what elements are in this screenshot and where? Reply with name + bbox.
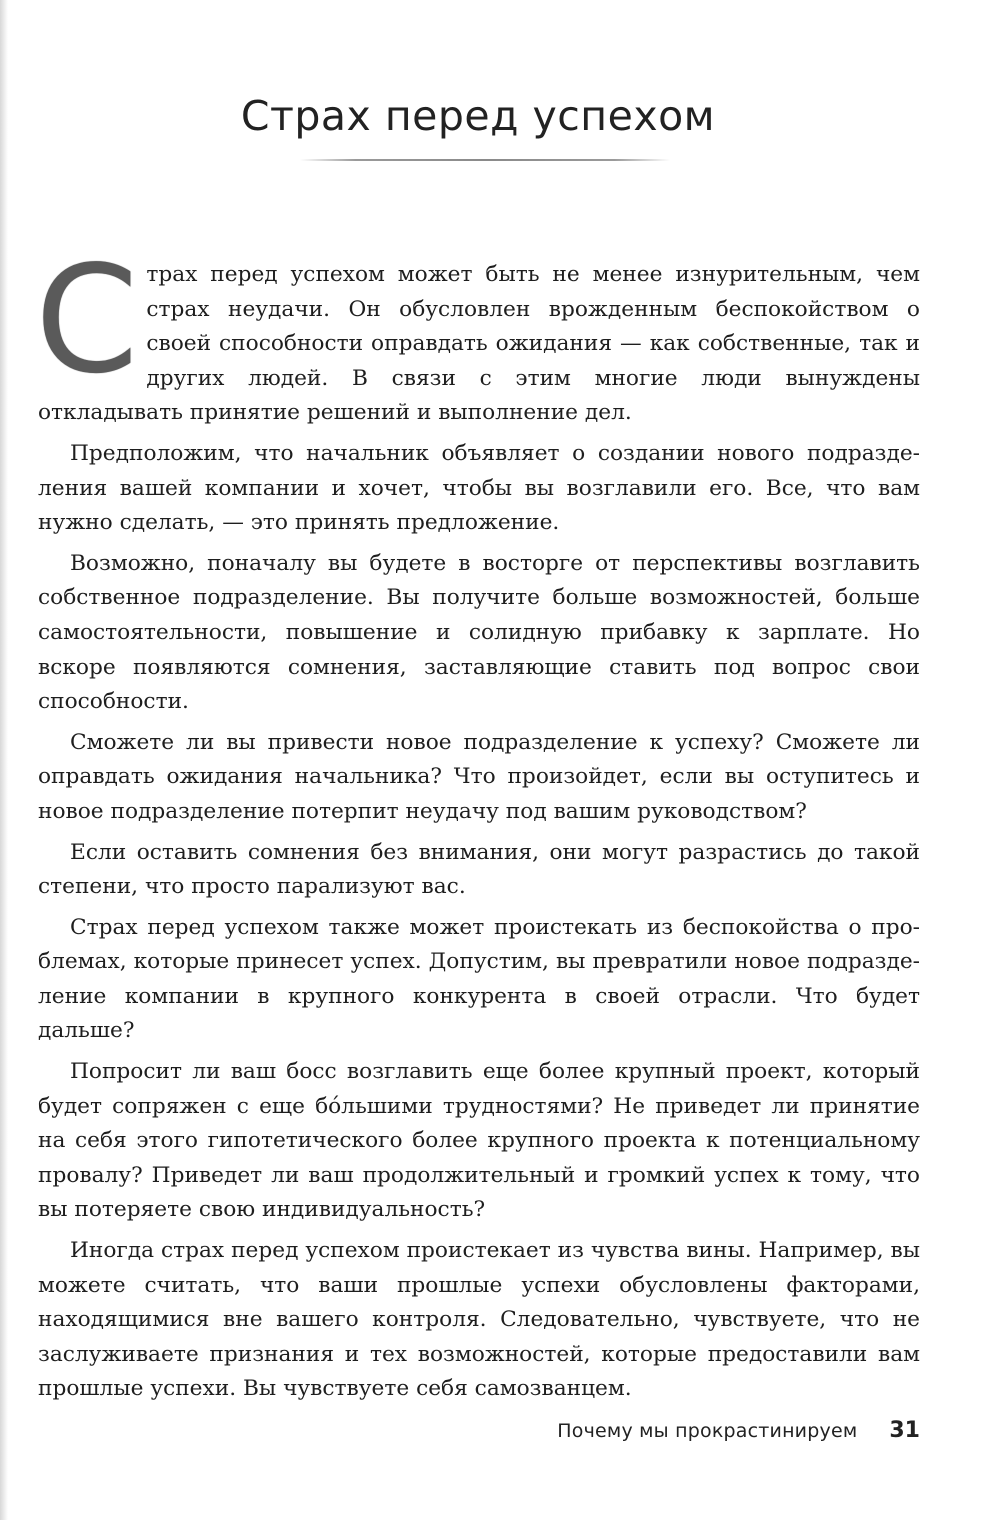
heading-underline: [300, 159, 670, 161]
running-title: Почему мы прокрастинируем: [557, 1420, 858, 1442]
paragraph-7: Попросит ли ваш босс возглавить еще более крупный проект, который будет сопряжен с еще бо́льшими трудностями? Не приведет ли принятие на себя этого гипотетического более крупного проекта к потенциальному провалу? Приведет ли ваш продолжительный и громкий успех к тому, что вы потеряете свою индивидуальность?: [38, 1059, 920, 1223]
paragraph-2: Предположим, что начальник объявляет о создании нового подразделения вашей компании и хочет, чтобы вы возглавили его. Все, что вам нужно сделать, — это принять предложение.: [38, 440, 920, 536]
paragraph-4: Сможете ли вы привести новое подразделение к успеху? Сможете ли оправдать ожидания начальника? Что произойдет, если вы оступитесь и новое подразделение потерпит неудачу под вашим руководством?: [38, 729, 920, 824]
paragraph-6: Страх перед успехом также может проистекать из беспокойства о проблемах, которые принесет успех. Допустим, вы превратили новое подразделение компании в крупного конкурента в своей отрасли. Что будет дальше?: [38, 914, 920, 1044]
paragraph-1: [35, 234, 920, 431]
paragraph-text: трах перед успехом может быть не менее изнурительным, чем страх неудачи. Он обусловлен врожденным беспокойством о своей способности оправдать ожидания — как собственные, так и других людей. В связи с этим многие люди вынуждены откладывать принятие решений и выполнение дел.: [38, 262, 920, 426]
paragraph-3: Возможно, поначалу вы будете в восторге от перспективы возглавить собственное подразделение. Вы получите больше возможностей, больше самостоятельности, повышение и солидную прибавку к зарплате. Но вскоре появляются сомнения, заставляющие ставить под вопрос свои способности.: [38, 550, 920, 715]
page-footer: [0, 1418, 920, 1443]
page-number: 31: [889, 1418, 920, 1443]
chapter-heading: Страх перед успехом: [240, 92, 716, 140]
paragraph-8: Иногда страх перед успехом проистекает из чувства вины. Например, вы можете считать, что ваши прошлые успехи обусловлены факторами, находящимися вне вашего контроля. Следовательно, чувствуете, что не заслуживаете признания и тех возможностей, которые предоставили вам прошлые успехи. Вы чувствуете себя самозванцем.: [38, 1238, 920, 1402]
body-text: [35, 234, 920, 1413]
paragraph-5: Если оставить сомнения без внимания, они могут разрастись до такой степени, что просто парализуют вас.: [38, 839, 920, 900]
scan-shadow-edge: [0, 0, 8, 1520]
drop-cap-letter: С: [35, 234, 139, 406]
